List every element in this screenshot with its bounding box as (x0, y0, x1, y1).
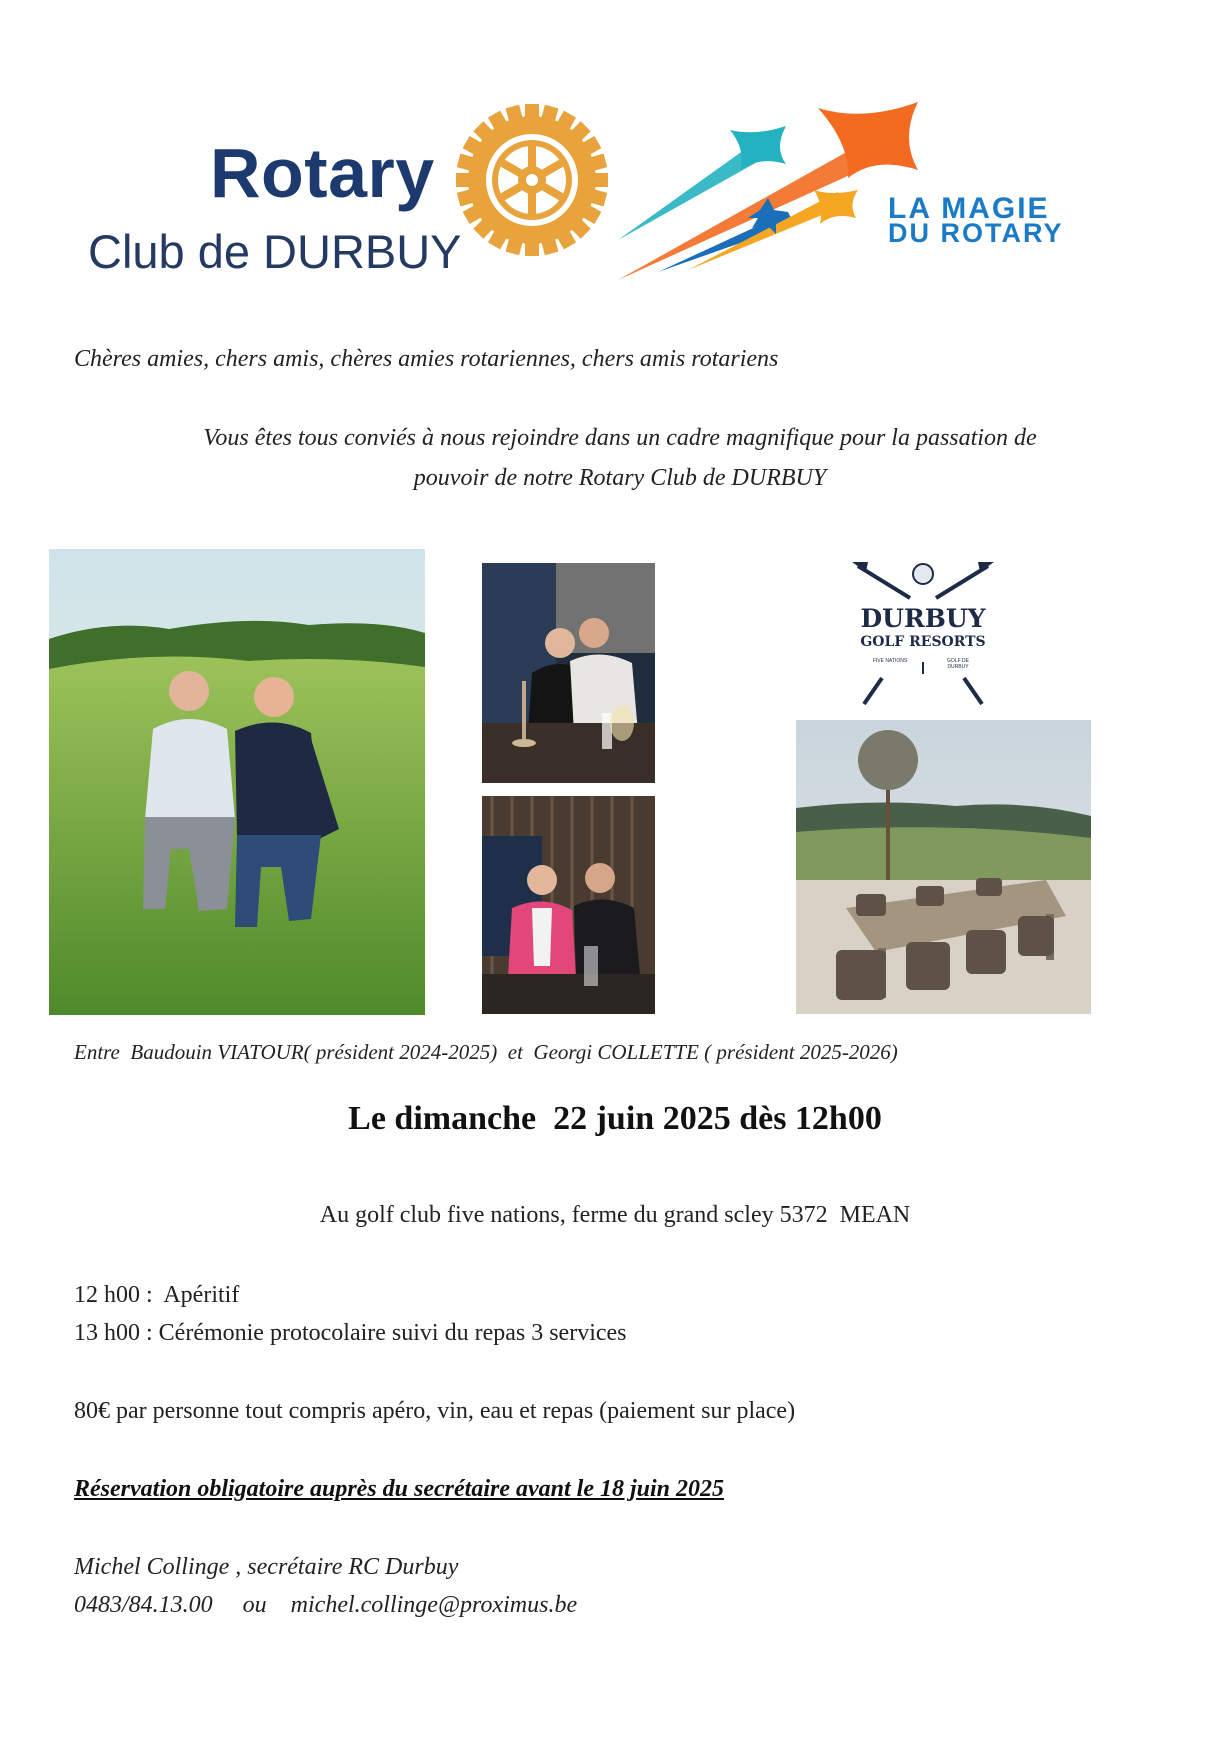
magie-stars-icon (618, 100, 958, 282)
invitation-line-1: Vous êtes tous conviés à nous rejoindre dans un cadre magnifique pour la passation de (203, 425, 1037, 451)
golf-logo-golf-de-durbuy: GOLF DE DURBUY (947, 658, 969, 670)
invitation-line-2: pouvoir de notre Rotary Club de DURBUY (413, 465, 827, 491)
schedule-item-aperitif: 12 h00 : Apéritif (74, 1282, 240, 1308)
photo-golf-terrace (796, 720, 1091, 1014)
magie-title-line1: LA MAGIE (888, 192, 1050, 225)
greeting: Chères amies, chers amis, chères amies rotariennes, chers amis rotariens (74, 346, 779, 372)
rotary-title: Rotary (210, 134, 435, 212)
magie-title-line2: DU ROTARY (888, 218, 1064, 248)
schedule-item-ceremony: 13 h00 : Cérémonie protocolaire suivi du repas 3 services (74, 1320, 627, 1346)
event-price: 80€ par personne tout compris apéro, vin, eau et repas (paiement sur place) (74, 1398, 796, 1424)
club-subtitle: Club de DURBUY (88, 225, 462, 278)
event-date: Le dimanche 22 juin 2025 dès 12h00 (348, 1100, 882, 1137)
rotary-wheel-icon (456, 104, 608, 256)
contact-name: Michel Collinge , secrétaire RC Durbuy (74, 1554, 459, 1580)
photo-caption: Entre Baudouin VIATOUR( président 2024-2025) et Georgi COLLETTE ( président 2025-2026) (74, 1040, 898, 1064)
golf-logo-sub: GOLF RESORTS (860, 634, 986, 650)
contact-phone-email: 0483/84.13.00 ou michel.collinge@proximus.be (74, 1592, 578, 1618)
photo-presidents-golf-course (49, 549, 425, 1015)
durbuy-golf-resorts-logo (848, 560, 998, 710)
invitation (90, 418, 1150, 498)
event-location: Au golf club five nations, ferme du grand scley 5372 MEAN (319, 1202, 911, 1228)
golf-logo-name: DURBUY (860, 604, 986, 633)
golf-logo-five-nations: FIVE NATIONS (872, 658, 908, 664)
photo-couple-dinner-1 (482, 563, 655, 783)
photo-couple-dinner-2 (482, 796, 655, 1014)
reservation-notice: Réservation obligatoire auprès du secrétaire avant le 18 juin 2025 (74, 1476, 725, 1502)
